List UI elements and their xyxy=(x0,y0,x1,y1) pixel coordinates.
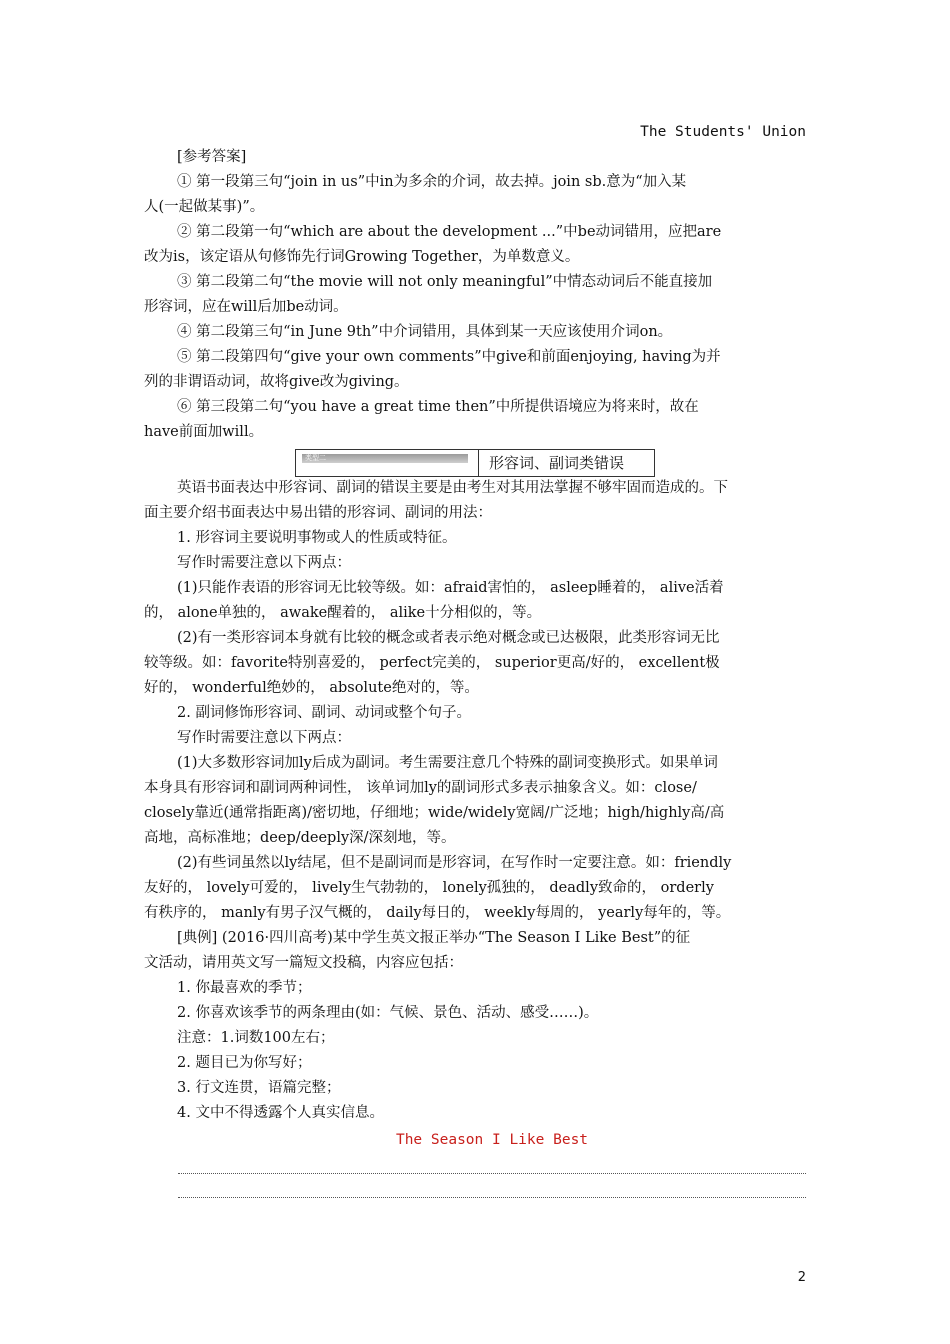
note-line: 2. 题目已为你写好； xyxy=(177,1055,312,1071)
body-line: 本身具有形容词和副词两种词性， 该单词加ly的副词形式多表示抽象含义。如：close/ xyxy=(144,780,697,796)
body-line: 写作时需要注意以下两点： xyxy=(177,730,351,746)
body-line: (1)大多数形容词加ly后成为副词。考生需要注意几个特殊的副词变换形式。如果单词 xyxy=(177,755,718,771)
body-line: 高地，高标准地；deep/deeply深/深刻地，等。 xyxy=(144,830,456,846)
example-line: 文活动，请用英文写一篇短文投稿，内容应包括： xyxy=(144,955,463,971)
section-header-box xyxy=(295,449,655,477)
body-line: 英语书面表达中形容词、副词的错误主要是由考生对其用法掌握不够牢固而造成的。下 xyxy=(177,480,728,496)
body-line: 好的， wonderful绝妙的， absolute绝对的，等。 xyxy=(144,680,479,696)
answer-line: ④ 第二段第三句“in June 9th”中介词错用，具体到某一天应该使用介词on。 xyxy=(177,324,673,340)
answer-line: have前面加will。 xyxy=(144,424,264,440)
requirement-line: 1. 你最喜欢的季节； xyxy=(177,980,312,996)
answer-blank-line xyxy=(178,1197,806,1198)
body-line: 写作时需要注意以下两点： xyxy=(177,555,351,571)
answer-line: 人(一起做某事)”。 xyxy=(144,199,265,215)
note-line: 注意：1.词数100左右； xyxy=(177,1030,335,1046)
note-line: 4. 文中不得透露个人真实信息。 xyxy=(177,1105,384,1121)
body-line: 友好的， lovely可爱的， lively生气勃勃的， lonely孤独的， deadly致命的， orderly xyxy=(144,880,714,896)
requirement-line: 2. 你喜欢该季节的两条理由(如：气候、景色、活动、感受……)。 xyxy=(177,1005,599,1021)
answer-line: 形容词，应在will后加be动词。 xyxy=(144,299,348,315)
body-line: 2. 副词修饰形容词、副词、动词或整个句子。 xyxy=(177,705,471,721)
example-line: [典例] (2016·四川高考)某中学生英文报正举办“The Season I Like Best”的征 xyxy=(177,930,691,946)
answer-blank-line xyxy=(178,1173,806,1174)
body-line: 的， alone单独的， awake醒着的， alike十分相似的，等。 xyxy=(144,605,542,621)
answers-heading: [参考答案] xyxy=(177,149,247,165)
body-line: 1. 形容词主要说明事物或人的性质或特征。 xyxy=(177,530,457,546)
answer-line: ② 第二段第一句“which are about the development ...”中be动词错用，应把are xyxy=(177,224,722,240)
body-line: 有秩序的， manly有男子汉气概的， daily每日的， weekly每周的， yearly每年的，等。 xyxy=(144,905,731,921)
essay-title: The Season I Like Best xyxy=(395,1132,589,1148)
section-tag: 类型二 xyxy=(302,454,468,463)
answer-line: 列的非谓语动词，故将give改为giving。 xyxy=(144,374,409,390)
body-line: (2)有一类形容词本身就有比较的概念或者表示绝对概念或已达极限，此类形容词无比 xyxy=(177,630,720,646)
page-number: 2 xyxy=(797,1270,806,1285)
answer-line: ③ 第二段第二句“the movie will not only meaningful”中情态动词后不能直接加 xyxy=(177,274,713,290)
body-line: 面主要介绍书面表达中易出错的形容词、副词的用法： xyxy=(144,505,492,521)
answer-line: ① 第一段第三句“join in us”中in为多余的介词，故去掉。join sb.意为“加入某 xyxy=(177,174,687,190)
answer-line: 改为is，该定语从句修饰先行词Growing Together，为单数意义。 xyxy=(144,249,580,265)
answer-line: ⑥ 第三段第二句“you have a great time then”中所提供语境应为将来时，故在 xyxy=(177,399,699,415)
body-line: (2)有些词虽然以ly结尾，但不是副词而是形容词，在写作时一定要注意。如：friendly xyxy=(177,855,732,871)
note-line: 3. 行文连贯，语篇完整； xyxy=(177,1080,341,1096)
body-line: closely靠近(通常指距离)/密切地，仔细地；wide/widely宽阔/广泛地；high/highly高/高 xyxy=(144,805,725,821)
header-title: The Students' Union xyxy=(640,124,806,140)
answer-line: ⑤ 第二段第四句“give your own comments”中give和前面enjoying, having为并 xyxy=(177,349,721,365)
body-line: (1)只能作表语的形容词无比较等级。如：afraid害怕的， asleep睡着的， alive活着 xyxy=(177,580,724,596)
body-line: 较等级。如：favorite特别喜爱的， perfect完美的， superior更高/好的， excellent极 xyxy=(144,655,720,671)
section-title: 形容词、副词类错误 xyxy=(478,450,624,476)
